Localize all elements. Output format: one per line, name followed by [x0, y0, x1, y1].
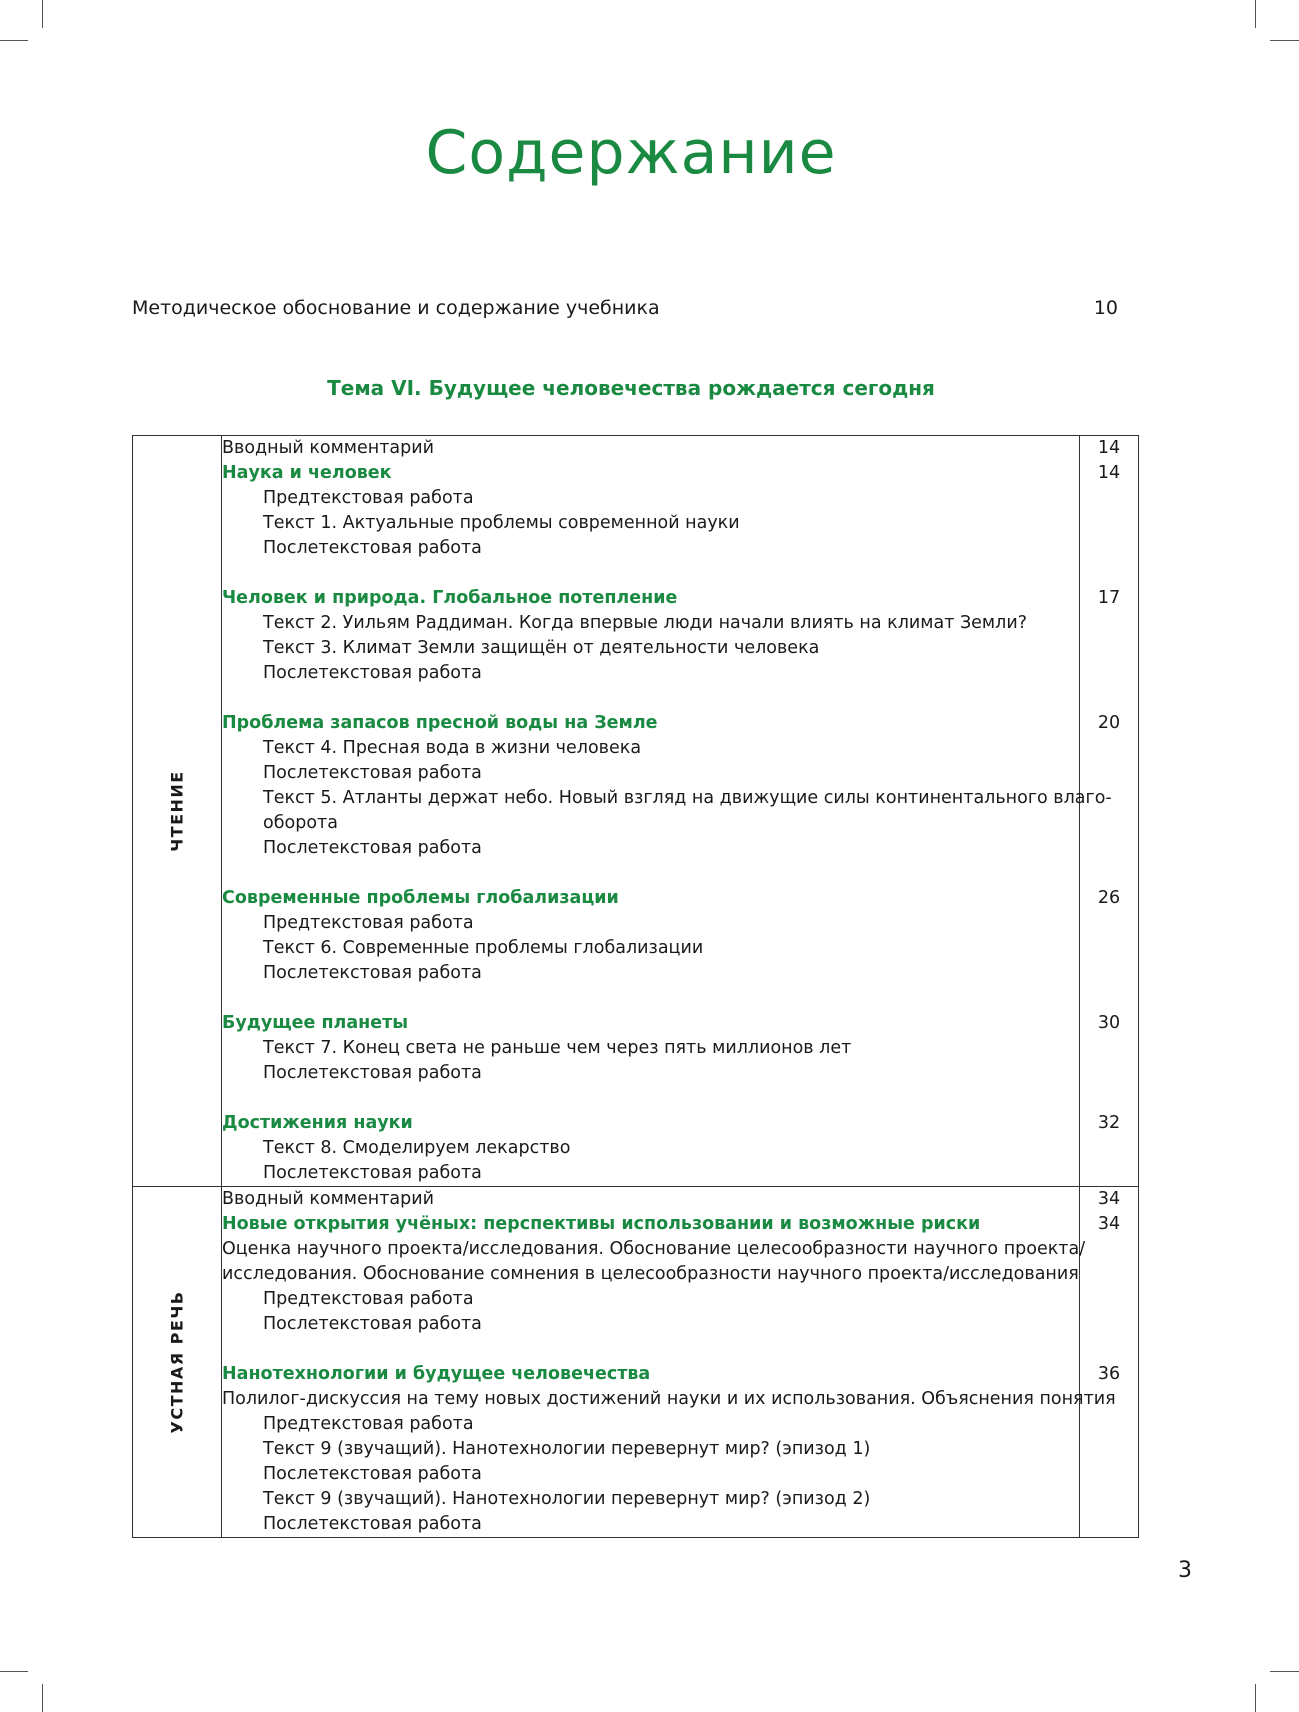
page-ref: 14	[1097, 463, 1121, 483]
page-ref: 17	[1097, 588, 1121, 608]
entry[interactable]: Предтекстовая работа	[263, 913, 474, 933]
crop-mark	[42, 0, 43, 28]
entry[interactable]: Текст 5. Атланты держат небо. Новый взгляд на движущие силы континентального влаго-	[263, 788, 1112, 808]
entry[interactable]: Послетекстовая работа	[263, 1063, 482, 1083]
entry[interactable]: Текст 1. Актуальные проблемы современной науки	[263, 513, 740, 533]
entry[interactable]: Послетекстовая работа	[263, 963, 482, 983]
entry[interactable]: Послетекстовая работа	[263, 1314, 482, 1334]
crop-mark	[42, 1684, 43, 1712]
crop-mark	[1270, 1671, 1299, 1672]
page-ref: 34	[1097, 1189, 1121, 1209]
entry[interactable]: Послетекстовая работа	[263, 838, 482, 858]
crop-mark	[1255, 0, 1256, 28]
entry[interactable]: Текст 7. Конец света не раньше чем через пять миллионов лет	[263, 1038, 852, 1058]
subsection-heading[interactable]: Человек и природа. Глобальное потепление	[222, 588, 678, 608]
page-ref: 14	[1097, 438, 1121, 458]
crop-mark	[1255, 1684, 1256, 1712]
spacer	[222, 986, 1079, 1011]
entry[interactable]: Предтекстовая работа	[263, 1289, 474, 1309]
entry[interactable]: Послетекстовая работа	[263, 1163, 482, 1183]
entry[interactable]: Вводный комментарий	[222, 1189, 434, 1209]
page-ref: 32	[1097, 1113, 1121, 1133]
subsection-heading[interactable]: Нанотехнологии и будущее человечества	[222, 1364, 651, 1384]
page-ref: 34	[1097, 1214, 1121, 1234]
subsection-heading[interactable]: Современные проблемы глобализации	[222, 888, 619, 908]
entry[interactable]: Послетекстовая работа	[263, 763, 482, 783]
contents-table	[132, 435, 1139, 1538]
entry[interactable]: Предтекстовая работа	[263, 1414, 474, 1434]
page-ref: 20	[1097, 713, 1121, 733]
spacer	[222, 561, 1079, 586]
entry[interactable]: Текст 9 (звучащий). Нанотехнологии перевернут мир? (эпизод 1)	[263, 1439, 871, 1459]
crop-mark	[0, 1671, 28, 1672]
subsection-heading[interactable]: Будущее планеты	[222, 1013, 409, 1033]
entry[interactable]: исследования. Обоснование сомнения в целесообразности научного проекта/исследования	[222, 1264, 1079, 1284]
section-label: ЧТЕНИЕ	[167, 770, 187, 852]
entry[interactable]: Текст 6. Современные проблемы глобализации	[263, 938, 704, 958]
intro-page: 10	[1093, 297, 1118, 319]
subsection-heading[interactable]: Проблема запасов пресной воды на Земле	[222, 713, 658, 733]
section-label-cell	[133, 436, 222, 1187]
section-label-cell	[133, 1187, 222, 1538]
subsection-heading[interactable]: Наука и человек	[222, 463, 392, 483]
page-title: Содержание	[425, 118, 837, 188]
spacer	[222, 1086, 1079, 1111]
crop-mark	[0, 40, 28, 41]
topic-heading: Тема VI. Будущее человечества рождается сегодня	[327, 376, 935, 400]
entry[interactable]: Текст 4. Пресная вода в жизни человека	[263, 738, 642, 758]
pages-cell	[1080, 436, 1139, 1187]
entry[interactable]: Послетекстовая работа	[263, 1514, 482, 1534]
page-ref: 26	[1097, 888, 1121, 908]
entry[interactable]: Текст 9 (звучащий). Нанотехнологии перевернут мир? (эпизод 2)	[263, 1489, 871, 1509]
page-ref: 36	[1097, 1364, 1121, 1384]
page-ref: 30	[1097, 1013, 1121, 1033]
spacer	[222, 686, 1079, 711]
section-label: УСТНАЯ РЕЧЬ	[167, 1290, 187, 1434]
entry[interactable]: Оценка научного проекта/исследования. Обоснование целесообразности научного проекта/	[222, 1239, 1086, 1259]
pages-cell	[1080, 1187, 1139, 1538]
entry[interactable]: оборота	[263, 813, 338, 833]
section-speaking	[133, 1187, 1139, 1538]
entry[interactable]: Послетекстовая работа	[263, 538, 482, 558]
entry[interactable]: Послетекстовая работа	[263, 1464, 482, 1484]
spacer	[222, 1337, 1079, 1362]
subsection-heading[interactable]: Новые открытия учёных: перспективы использовании и возможные риски	[222, 1214, 981, 1234]
subsection-heading[interactable]: Достижения науки	[222, 1113, 413, 1133]
intro-entry[interactable]	[132, 295, 1118, 321]
entry[interactable]: Вводный комментарий	[222, 438, 434, 458]
spacer	[222, 861, 1079, 886]
page-number: 3	[1178, 1558, 1192, 1583]
intro-label: Методическое обоснование и содержание учебника	[132, 297, 660, 319]
entry[interactable]: Текст 8. Смоделируем лекарство	[263, 1138, 571, 1158]
entry[interactable]: Предтекстовая работа	[263, 488, 474, 508]
entry[interactable]: Полилог-дискуссия на тему новых достижений науки и их использования. Объяснения понятия	[222, 1389, 1116, 1409]
entry[interactable]: Текст 2. Уильям Раддиман. Когда впервые люди начали влиять на климат Земли?	[263, 613, 1027, 633]
section-reading	[133, 436, 1139, 1187]
entry[interactable]: Послетекстовая работа	[263, 663, 482, 683]
entry[interactable]: Текст 3. Климат Земли защищён от деятельности человека	[263, 638, 820, 658]
crop-mark	[1270, 40, 1299, 41]
